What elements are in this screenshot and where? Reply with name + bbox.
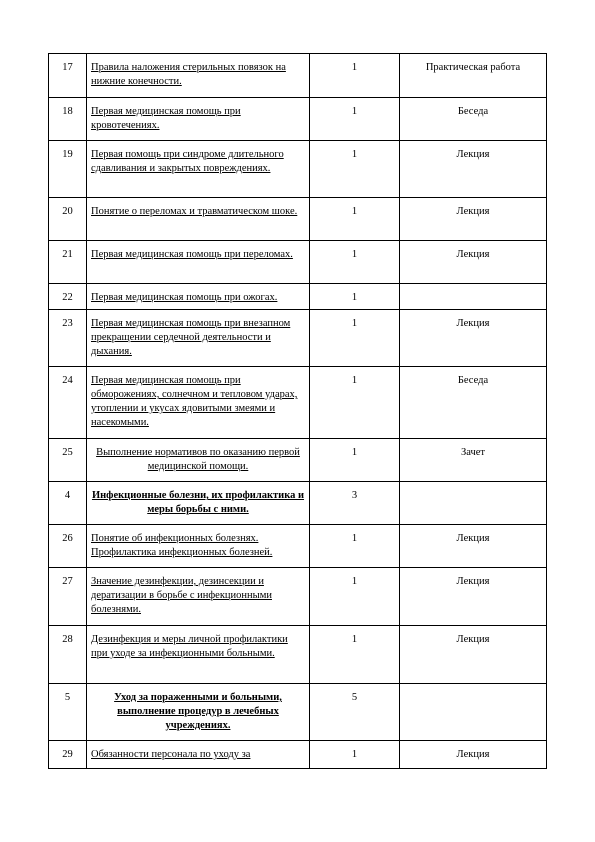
document-page bbox=[48, 53, 546, 769]
row-form: Беседа bbox=[400, 367, 547, 439]
row-form: Лекция bbox=[400, 741, 547, 769]
row-topic-text: Понятие об инфекционных болезнях. Профилактика инфекционных болезней. bbox=[91, 533, 273, 558]
section-title bbox=[87, 482, 310, 525]
table-row bbox=[49, 310, 547, 367]
row-number: 26 bbox=[49, 525, 87, 568]
row-topic bbox=[87, 241, 310, 284]
row-topic bbox=[87, 310, 310, 367]
row-topic bbox=[87, 141, 310, 198]
row-hours: 1 bbox=[310, 241, 400, 284]
row-topic bbox=[87, 568, 310, 626]
row-hours: 1 bbox=[310, 284, 400, 310]
table-row bbox=[49, 568, 547, 626]
curriculum-table bbox=[48, 53, 547, 769]
row-hours: 1 bbox=[310, 525, 400, 568]
table-row bbox=[49, 284, 547, 310]
row-form bbox=[400, 684, 547, 741]
row-form bbox=[400, 284, 547, 310]
row-hours: 1 bbox=[310, 367, 400, 439]
row-form: Лекция bbox=[400, 241, 547, 284]
row-hours: 1 bbox=[310, 310, 400, 367]
row-number: 22 bbox=[49, 284, 87, 310]
row-topic-text: Первая медицинская помощь при внезапном прекращении сердечной деятельности и дыхания. bbox=[91, 318, 291, 357]
row-hours: 1 bbox=[310, 741, 400, 769]
row-topic-text: Правила наложения стерильных повязок на нижние конечности. bbox=[91, 62, 286, 87]
row-number: 27 bbox=[49, 568, 87, 626]
table-row bbox=[49, 439, 547, 482]
row-form: Лекция bbox=[400, 310, 547, 367]
table-row bbox=[49, 98, 547, 141]
table-row bbox=[49, 626, 547, 684]
section-hours: 3 bbox=[310, 482, 400, 525]
row-topic-text: Первая медицинская помощь при ожогах. bbox=[91, 292, 278, 303]
row-number: 19 bbox=[49, 141, 87, 198]
table-row bbox=[49, 54, 547, 98]
row-topic bbox=[87, 626, 310, 684]
row-topic-text: Первая медицинская помощь при обморожениях, солнечном и тепловом ударах, утоплении и укусах ядовитыми змеями и насекомыми. bbox=[91, 375, 298, 428]
row-number: 24 bbox=[49, 367, 87, 439]
row-topic bbox=[87, 284, 310, 310]
row-number: 17 bbox=[49, 54, 87, 98]
row-hours: 1 bbox=[310, 98, 400, 141]
row-hours: 1 bbox=[310, 626, 400, 684]
table-row bbox=[49, 741, 547, 769]
row-topic-text: Первая помощь при синдроме длительного сдавливания и закрытых повреждениях. bbox=[91, 149, 284, 174]
row-topic-text: Значение дезинфекции, дезинсекции и дератизации в борьбе с инфекционными болезнями. bbox=[91, 576, 272, 615]
section-number: 4 bbox=[49, 482, 87, 525]
row-number: 20 bbox=[49, 198, 87, 241]
row-hours: 1 bbox=[310, 198, 400, 241]
row-number: 18 bbox=[49, 98, 87, 141]
row-hours: 1 bbox=[310, 141, 400, 198]
row-form: Лекция bbox=[400, 525, 547, 568]
table-row bbox=[49, 141, 547, 198]
section-number: 5 bbox=[49, 684, 87, 741]
row-hours: 1 bbox=[310, 439, 400, 482]
row-topic bbox=[87, 741, 310, 769]
row-number: 28 bbox=[49, 626, 87, 684]
row-topic-text: Выполнение нормативов по оказанию первой медицинской помощи. bbox=[96, 447, 300, 472]
row-number: 21 bbox=[49, 241, 87, 284]
section-title-text: Инфекционные болезни, их профилактика и меры борьбы с ними. bbox=[91, 490, 305, 515]
row-topic bbox=[87, 54, 310, 98]
row-hours: 1 bbox=[310, 54, 400, 98]
table-row bbox=[49, 241, 547, 284]
row-topic bbox=[87, 98, 310, 141]
row-form: Зачет bbox=[400, 439, 547, 482]
row-form: Практическая работа bbox=[400, 54, 547, 98]
row-topic-text: Первая медицинская помощь при кровотечениях. bbox=[91, 106, 241, 131]
row-form: Лекция bbox=[400, 198, 547, 241]
row-topic-text: Обязанности персонала по уходу за bbox=[91, 749, 251, 760]
row-topic-text: Дезинфекция и меры личной профилактики при уходе за инфекционными больными. bbox=[91, 634, 288, 659]
row-form: Беседа bbox=[400, 98, 547, 141]
row-form: Лекция bbox=[400, 568, 547, 626]
curriculum-table-body bbox=[49, 54, 547, 769]
row-form: Лекция bbox=[400, 626, 547, 684]
section-row bbox=[49, 684, 547, 741]
row-topic bbox=[87, 198, 310, 241]
table-row bbox=[49, 367, 547, 439]
row-topic bbox=[87, 367, 310, 439]
row-form bbox=[400, 482, 547, 525]
row-topic-text: Понятие о переломах и травматическом шоке. bbox=[91, 206, 298, 217]
row-topic bbox=[87, 525, 310, 568]
section-hours: 5 bbox=[310, 684, 400, 741]
row-number: 25 bbox=[49, 439, 87, 482]
section-title-text: Уход за пораженными и больными, выполнение процедур в лечебных учреждениях. bbox=[114, 692, 282, 731]
row-hours: 1 bbox=[310, 568, 400, 626]
table-row bbox=[49, 525, 547, 568]
row-number: 23 bbox=[49, 310, 87, 367]
section-title bbox=[87, 684, 310, 741]
row-topic bbox=[87, 439, 310, 482]
row-form: Лекция bbox=[400, 141, 547, 198]
table-row bbox=[49, 198, 547, 241]
row-number: 29 bbox=[49, 741, 87, 769]
row-topic-text: Первая медицинская помощь при переломах. bbox=[91, 249, 293, 260]
section-row bbox=[49, 482, 547, 525]
